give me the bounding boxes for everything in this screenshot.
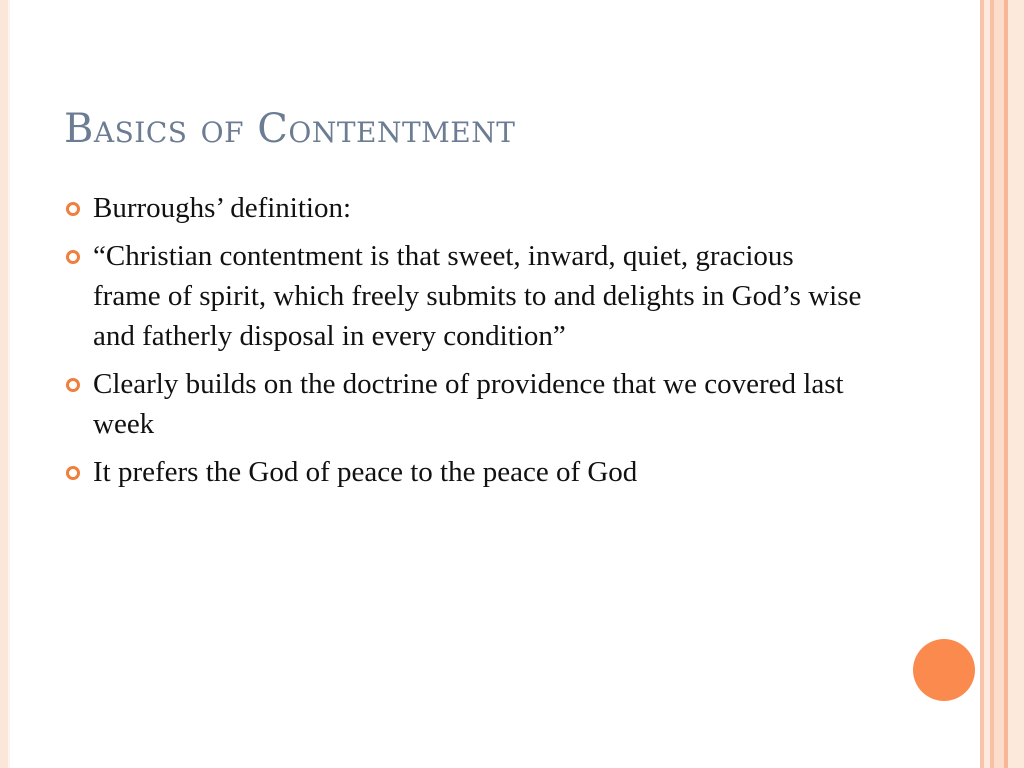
left-border-stripe [0, 0, 8, 768]
right-border-stripe [994, 0, 1004, 768]
bullet-circle-icon [66, 378, 80, 392]
bullet-circle-icon [66, 250, 80, 264]
bullet-list [64, 188, 864, 500]
decorative-circle [913, 639, 975, 701]
slide-title: Basics of Contentment [64, 106, 516, 152]
bullet-item [64, 188, 864, 228]
bullet-item [64, 236, 864, 356]
bullet-circle-icon [66, 466, 80, 480]
right-border-stripe [1008, 0, 1024, 768]
bullet-item [64, 364, 864, 444]
bullet-text: Clearly builds on the doctrine of providence that we covered last week [93, 368, 844, 440]
bullet-circle-icon [66, 202, 80, 216]
bullet-text: It prefers the God of peace to the peace of God [93, 456, 638, 488]
bullet-item [64, 452, 864, 492]
bullet-text: “Christian contentment is that sweet, inward, quiet, gracious frame of spirit, which freely submits to and delights in God’s wise and fatherly disposal in every condition” [93, 240, 862, 352]
bullet-text: Burroughs’ definition: [93, 192, 352, 224]
